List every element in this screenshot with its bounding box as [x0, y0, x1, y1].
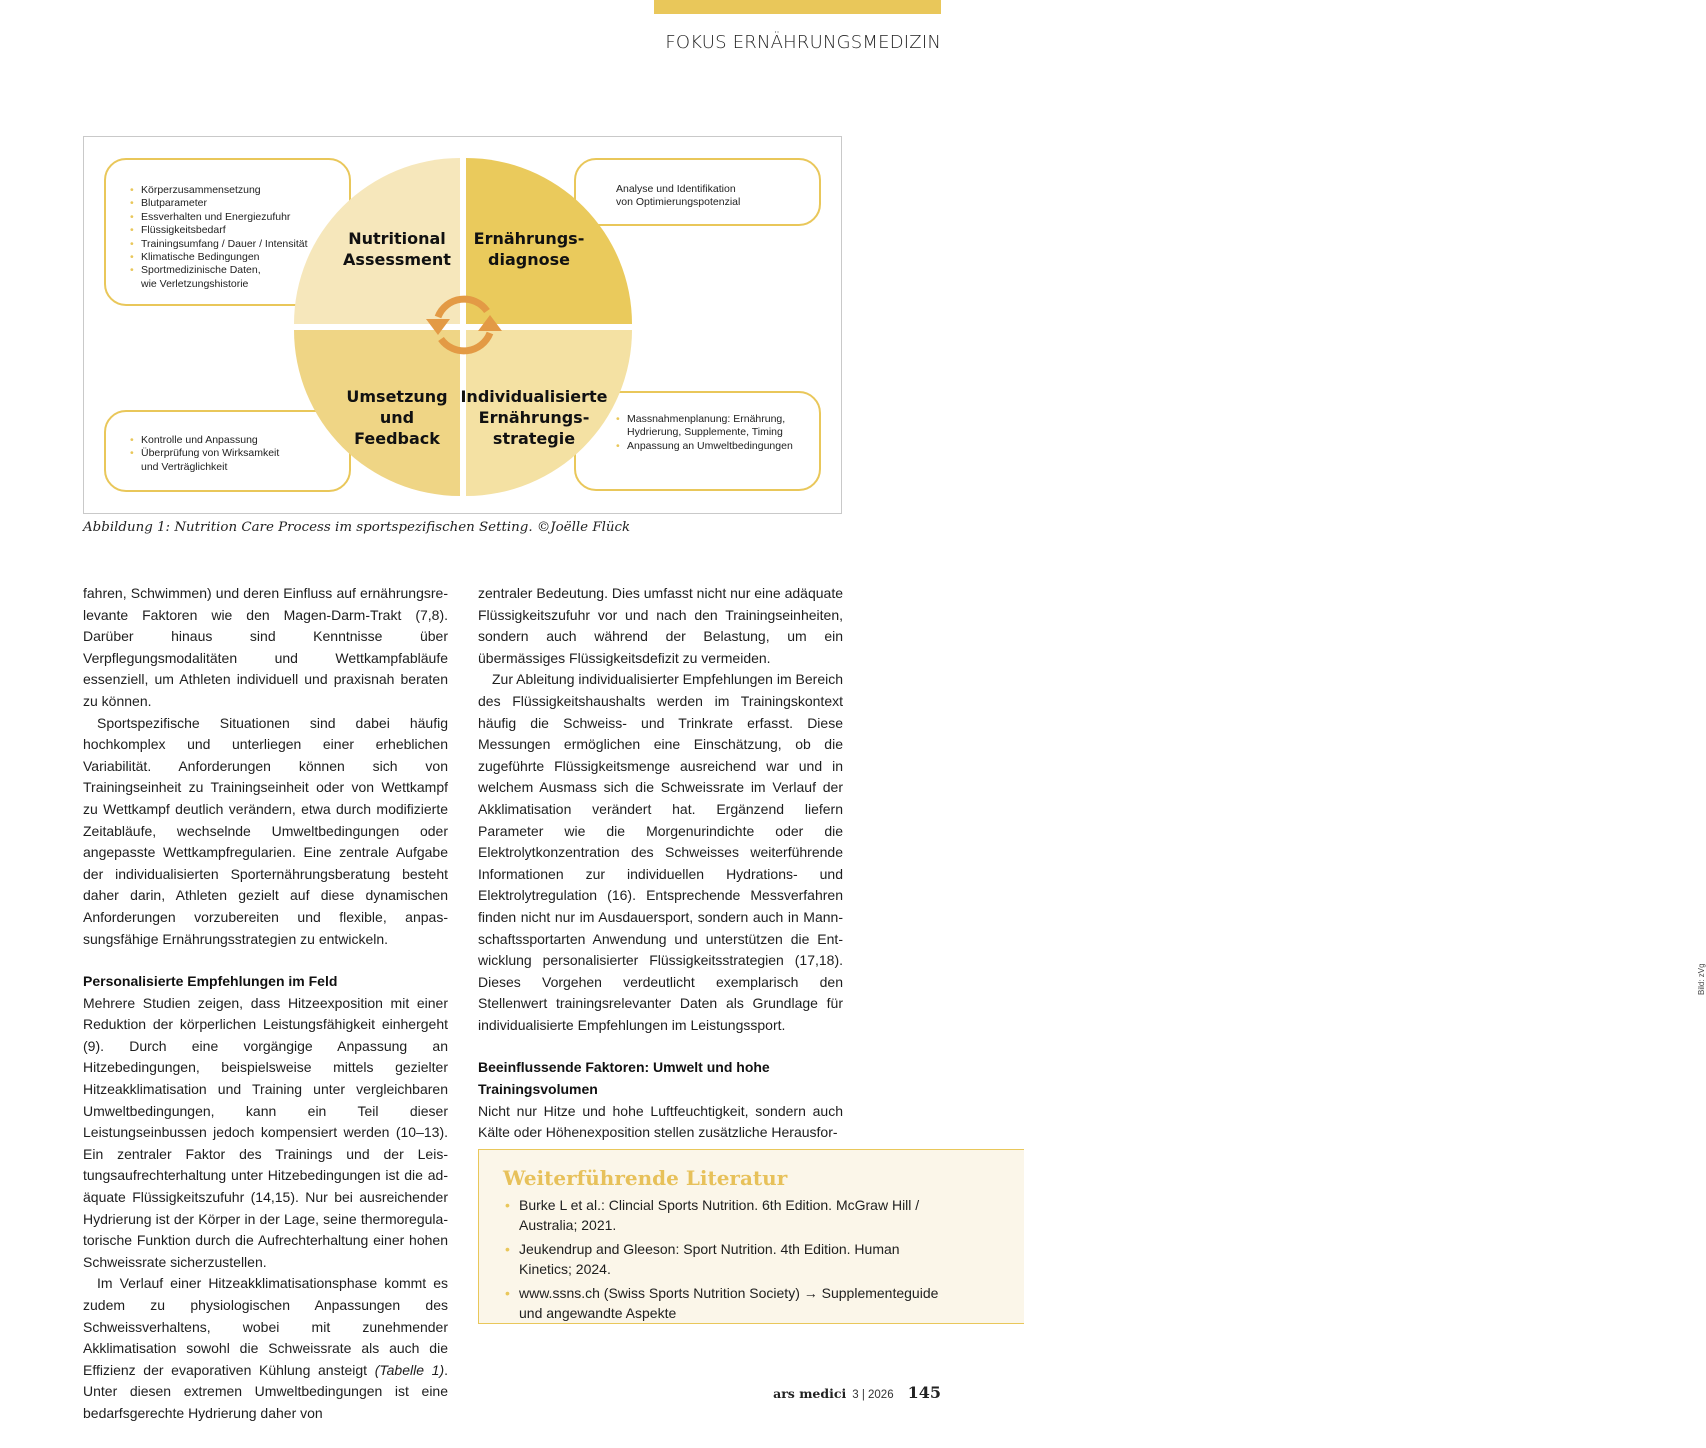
- feedback-item: • Kontrolle und Anpassung: [130, 434, 349, 447]
- feedback-item: • Überprüfung von Wirksamkeit und Verträglichkeit: [130, 447, 349, 474]
- diagnosis-text: von Optimierungspotenzial: [616, 196, 741, 209]
- quadrant-nutritional-assessment: Nutritional Assessment: [294, 158, 460, 324]
- subheading: Beeinflussende Faktoren: Umwelt und hohe Trainingsvolumen: [478, 1059, 770, 1098]
- diagnosis-text: Analyse und Identifikation: [616, 183, 736, 195]
- quadrant-ernaehrungsdiagnose: Ernährungs- diagnose: [466, 158, 632, 324]
- journal-name: ars medici: [773, 1386, 847, 1401]
- refresh-cycle-icon: [418, 283, 510, 367]
- assessment-item: • Blutparameter: [130, 197, 349, 210]
- quadrant-ernaehrungsstrategie: Individualisierte Ernährungs- strategie: [466, 330, 632, 496]
- subheading: Personalisierte Empfehlungen im Feld: [83, 973, 338, 990]
- header-accent-bar: [654, 0, 941, 14]
- paragraph: Mehrere Studien zeigen, dass Hitzeexposition mit einer Reduktion der körperlichen Leistungsfähigkeit einhergeht (9). Durch eine vorgängige Anpassung an Hitzebedingungen, beispielsweise mittels gezielter Hitzeakklimatisation und Training unter vergleichbaren Umweltbedingungen, kann ein Teil dieser Leistungseinbussen jedoch kompensiert werden (10–13). Ein zentraler Faktor des Trainings und der Leistungsaufrechterhaltung unter Hitzebedingungen ist die adäquate Flüssigkeitszufuhr (14,15). Nur bei ausreichender Hydrierung ist der Körper in der Lage, seine thermoregulatorische Funktion durch die Aufrechterhaltung einer hohen Schweissrate sicherzustellen.: [83, 994, 448, 1270]
- literature-item: • www.ssns.ch (Swiss Sports Nutrition Society) → Supplementeguide und angewandte Aspekte: [503, 1284, 943, 1323]
- page-footer: [773, 1383, 941, 1402]
- literature-title: Weiterführende Literatur: [503, 1166, 788, 1190]
- figure-caption: Abbildung 1: Nutrition Care Process im sportspezifischen Setting. ©Joëlle Flück: [83, 520, 631, 535]
- literature-item: • Burke L et al.: Clincial Sports Nutrition. 6th Edition. McGraw Hill / Australia; 2021.: [503, 1196, 943, 1235]
- article-column-left: [83, 583, 448, 1425]
- paragraph: fahren, Schwimmen) und deren Einfluss auf ernährungsrelevante Faktoren wie den Magen-Darm-Trakt (7,8). Darüber hinaus sind Kenntnisse über Verpflegungsmodalitäten und Wettkampfabläufe essenziell, um Athleten individuell und praxisnah beraten zu können.: [83, 585, 448, 709]
- strategy-item: • Massnahmenplanung: Ernährung, Hydrierung, Supplemente, Timing: [616, 413, 819, 440]
- paragraph: Zur Ableitung individualisierter Empfehlungen im Bereich des Flüssigkeitshaushalts werden im Trainingskontext häufig die Schweiss- und Trinkrate erfasst. Diese Messungen ermöglichen eine Einschätzung, ob die zugeführte Flüssigkeitsmenge ausreichend war und in welchem Ausmass sich die Schweissrate im Verlauf der Akklimatisation verändert hat. Ergänzend liefern Parameter wie die Morgenurindichte oder die Elektrolytkonzentration des Schweisses weiterführende Informationen zur individuellen Hydrations- und Elektrolytregulation (16). Entsprechende Messverfahren finden nicht nur im Ausdauersport, sondern auch in Mannschaftssportarten Anwendung und unterstützen die Entwicklung personalisierter Flüssigkeitsstrategien (17,18). Dieses Vorgehen verdeutlicht exemplarisch den Stellenwert trainingsrelevanter Daten als Grundlage für individualisierte Empfehlungen im Leistungssport.: [478, 671, 843, 1033]
- assessment-item: • Sportmedizinische Daten, wie Verletzungshistorie: [130, 264, 349, 291]
- page-number: 145: [907, 1383, 941, 1402]
- table-reference: (Tabelle 1): [374, 1361, 445, 1378]
- paragraph: zentraler Bedeutung. Dies umfasst nicht nur eine adäquate Flüssigkeitszufuhr vor und nach den Trainingseinheiten, sondern auch während der Belastung, um ein übermässiges Flüssigkeitsdefizit zu vermeiden.: [478, 585, 844, 666]
- section-label: FOKUS ERNÄHRUNGSMEDIZIN: [665, 32, 941, 53]
- literature-list: [503, 1196, 1024, 1323]
- paragraph: Nicht nur Hitze und hohe Luftfeuchtigkeit, sondern auch Kälte oder Höhenexposition stellen zusätzliche Herausfor-: [478, 1102, 843, 1141]
- quadrant-umsetzung-feedback: Umsetzung und Feedback: [294, 330, 460, 496]
- paragraph: Im Verlauf einer Hitzeakklimatisationsphase kommt es zudem zu physiologischen Anpassungen des Schweissverhaltens, wobei mit zunehmender Akklimatisation sowohl die Schweissrate als auch die Effizienz der evaporativen Kühlung ansteigt (Tabelle 1). Unter diesen extremen Umweltbedingungen ist eine bedarfsgerechte Hydrierung daher von: [83, 1275, 448, 1421]
- literature-box: [478, 1149, 1024, 1324]
- assessment-item: • Trainingsumfang / Dauer / Intensität: [130, 238, 349, 251]
- literature-item: • Jeukendrup and Gleeson: Sport Nutrition. 4th Edition. Human Kinetics; 2024.: [503, 1240, 943, 1279]
- assessment-item: • Flüssigkeitsbedarf: [130, 224, 349, 237]
- assessment-item: • Essverhalten und Energiezufuhr: [130, 211, 349, 224]
- article-column-right: [478, 583, 843, 1144]
- issue-number: 3 | 2026: [852, 1389, 894, 1401]
- strategy-item: • Anpassung an Umweltbedingungen: [616, 440, 819, 453]
- assessment-item: • Körperzusammensetzung: [130, 184, 349, 197]
- paragraph: Sportspezifische Situationen sind dabei häufig hochkomplex und unterliegen einer erheblichen Variabilität. Anforderungen können sich von Trainingseinheit zu Trainingseinheit oder von Wettkampf zu Wettkampf deutlich verändern, etwa durch modifizierte Zeitabläufe, wechselnde Umweltbedingungen oder angepasste Wettkampfregularien. Eine zentrale Aufgabe der individualisierten Sporternährungsberatung besteht daher darin, Athleten gezielt auf diese dynamischen Anforderungen vorzubereiten und flexible, anpassungsfähige Ernährungsstrategien zu entwickeln.: [83, 714, 448, 947]
- assessment-item: • Klimatische Bedingungen: [130, 251, 349, 264]
